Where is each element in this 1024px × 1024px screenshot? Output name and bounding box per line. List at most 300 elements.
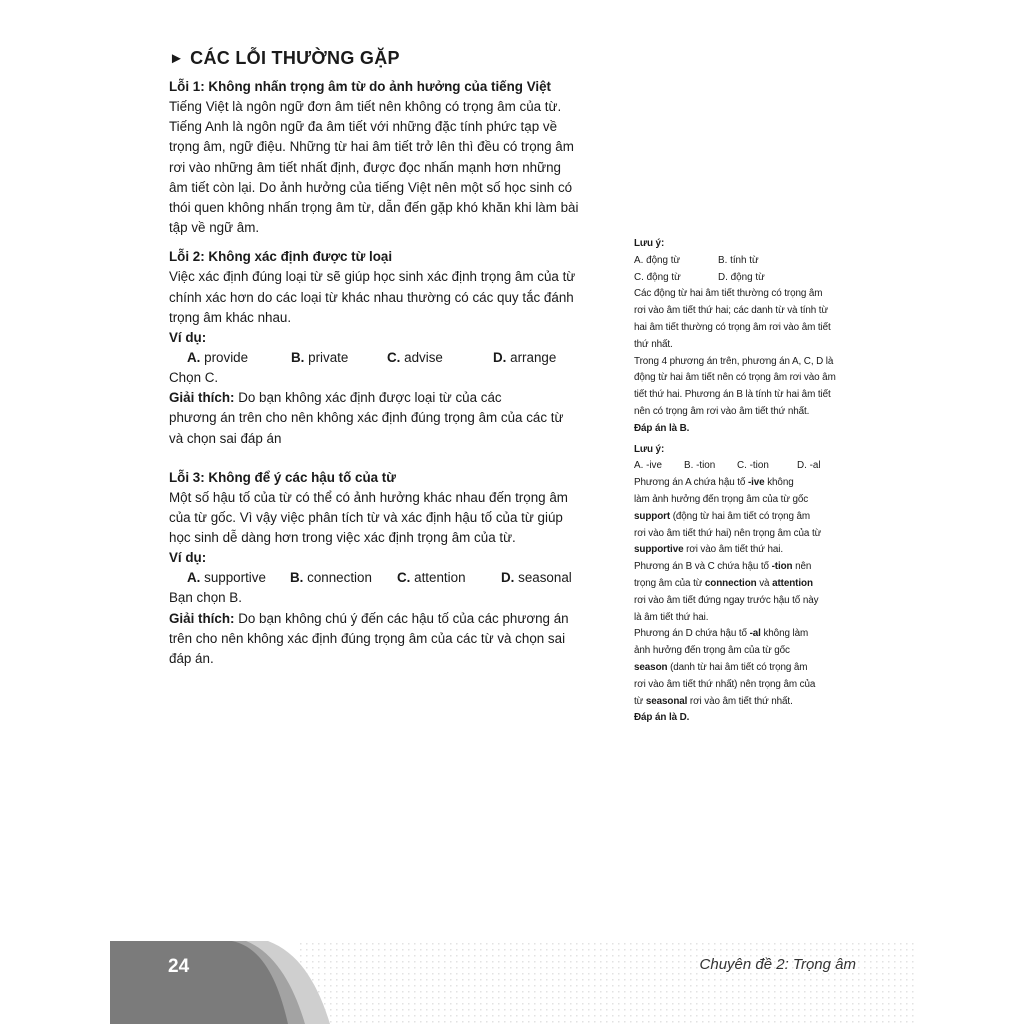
footer-dot: [816, 1009, 818, 1011]
footer-dot: [402, 979, 404, 981]
footer-dot: [708, 985, 710, 987]
footer-dot: [744, 985, 746, 987]
footer-dot: [846, 1003, 848, 1005]
footer-dot: [366, 1021, 368, 1023]
footer-dot: [648, 955, 650, 957]
footer-dot: [762, 979, 764, 981]
footer-dot: [678, 991, 680, 993]
footer-dot: [732, 943, 734, 945]
footer-dot: [882, 1009, 884, 1011]
choice-text: Bạn chọn B.: [169, 590, 242, 606]
footer-dot: [750, 973, 752, 975]
footer-dot: [576, 1003, 578, 1005]
footer-dot: [588, 973, 590, 975]
footer-dot: [438, 1009, 440, 1011]
footer-dot: [468, 1003, 470, 1005]
footer-dot: [666, 955, 668, 957]
option-c: C. attention: [397, 570, 466, 586]
footer-dot: [642, 991, 644, 993]
footer-dot: [444, 1015, 446, 1017]
example-options: [169, 568, 601, 588]
footer-dot: [630, 979, 632, 981]
footer-dot: [738, 943, 740, 945]
footer-dot: [384, 961, 386, 963]
footer-dot: [642, 985, 644, 987]
footer-dot: [888, 973, 890, 975]
footer-dot: [504, 967, 506, 969]
footer-dot: [876, 973, 878, 975]
footer-dot: [318, 943, 320, 945]
footer-dot: [864, 961, 866, 963]
footer-dot: [654, 973, 656, 975]
footer-dot: [366, 949, 368, 951]
footer-dot: [348, 991, 350, 993]
footer-dot: [390, 997, 392, 999]
footer-dot: [702, 943, 704, 945]
footer-dot: [552, 943, 554, 945]
footer-dot: [360, 961, 362, 963]
footer-dot: [804, 1021, 806, 1023]
footer-dot: [648, 979, 650, 981]
footer-dot: [486, 949, 488, 951]
footer-dot: [450, 973, 452, 975]
footer-dot: [732, 949, 734, 951]
footer-dot: [348, 955, 350, 957]
footer-dot: [774, 1021, 776, 1023]
footer-dot: [306, 961, 308, 963]
footer-dot: [450, 1009, 452, 1011]
footer-dot: [660, 961, 662, 963]
footer-dot: [498, 1003, 500, 1005]
footer-dot: [792, 1009, 794, 1011]
footer-dot: [894, 1021, 896, 1023]
footer-dot: [348, 967, 350, 969]
footer-dot: [780, 943, 782, 945]
footer-dot: [498, 997, 500, 999]
footer-dot: [594, 997, 596, 999]
footer-dot: [840, 1009, 842, 1011]
footer-dot: [534, 943, 536, 945]
footer-dot: [630, 997, 632, 999]
footer-dot: [522, 943, 524, 945]
footer-dot: [690, 961, 692, 963]
footer-dot: [324, 985, 326, 987]
footer-dot: [708, 949, 710, 951]
footer-dot: [534, 1015, 536, 1017]
footer-dot: [438, 985, 440, 987]
footer-dot: [396, 1021, 398, 1023]
footer-dot: [846, 1009, 848, 1011]
footer-dot: [726, 1009, 728, 1011]
footer-dot: [738, 1003, 740, 1005]
footer-dot: [720, 1021, 722, 1023]
footer-dot: [702, 985, 704, 987]
footer-dot: [672, 1021, 674, 1023]
footer-dot: [546, 997, 548, 999]
footer-dot: [708, 1009, 710, 1011]
footer-dot: [510, 1009, 512, 1011]
footer-dot: [792, 1003, 794, 1005]
footer-dot: [834, 1015, 836, 1017]
footer-dot: [522, 973, 524, 975]
footer-dot: [666, 1003, 668, 1005]
footer-dot: [636, 1015, 638, 1017]
chapter-title: Chuyên đề 2: Trọng âm: [699, 956, 856, 973]
footer-dot: [624, 997, 626, 999]
footer-dot: [354, 973, 356, 975]
footer-dot: [864, 985, 866, 987]
footer-dot: [546, 943, 548, 945]
footer-dot: [798, 991, 800, 993]
footer-dot: [816, 979, 818, 981]
footer-dot: [366, 1003, 368, 1005]
footer-dot: [828, 1009, 830, 1011]
footer-dot: [888, 985, 890, 987]
footer-dot: [408, 979, 410, 981]
main-column: [169, 48, 601, 678]
footer-dot: [330, 1009, 332, 1011]
footer-dot: [528, 949, 530, 951]
footer-dot: [834, 1009, 836, 1011]
footer-dot: [564, 1021, 566, 1023]
footer-dot: [726, 1003, 728, 1005]
footer-dot: [828, 979, 830, 981]
footer-dot: [768, 1003, 770, 1005]
footer-dot: [828, 1003, 830, 1005]
footer-dot: [348, 1003, 350, 1005]
footer-dot: [486, 1015, 488, 1017]
footer-dot: [360, 1009, 362, 1011]
footer-dot: [756, 985, 758, 987]
note-line: nên có trọng âm rơi vào âm tiết thứ nhất.: [634, 405, 810, 417]
footer-dot: [660, 991, 662, 993]
footer-dot: [678, 1003, 680, 1005]
footer-dot: [606, 949, 608, 951]
footer-dot: [708, 997, 710, 999]
footer-dot: [540, 979, 542, 981]
footer-dot: [396, 979, 398, 981]
footer-dot: [636, 943, 638, 945]
footer-dot: [534, 997, 536, 999]
footer-dot: [480, 955, 482, 957]
footer-dot: [426, 1015, 428, 1017]
footer-dot: [558, 991, 560, 993]
footer-dot: [480, 1015, 482, 1017]
footer-dot: [618, 1009, 620, 1011]
footer-dot: [726, 991, 728, 993]
footer-dot: [648, 1021, 650, 1023]
footer-dot: [840, 973, 842, 975]
footer-dot: [372, 967, 374, 969]
error-3-line: của từ gốc. Vì vậy việc phân tích từ và xác định hậu tố của từ giúp: [169, 510, 563, 526]
note-grid-row: A. động từ B. tính từ: [634, 254, 759, 266]
footer-dot: [576, 997, 578, 999]
error-1-line: trọng âm, ngữ điệu. Những từ hai âm tiết trở lên thì đều có trọng âm: [169, 139, 574, 155]
footer-dot: [726, 949, 728, 951]
footer-dot: [528, 1021, 530, 1023]
footer-dot: [318, 991, 320, 993]
footer-dot: [462, 967, 464, 969]
footer-dot: [888, 949, 890, 951]
footer-dot: [450, 1003, 452, 1005]
footer-dot: [564, 955, 566, 957]
footer-dot: [792, 1015, 794, 1017]
footer-dot: [810, 1015, 812, 1017]
footer-dot: [912, 1003, 914, 1005]
footer-dot: [876, 1021, 878, 1023]
footer-dot: [858, 985, 860, 987]
footer-dot: [822, 949, 824, 951]
footer-dot: [912, 1009, 914, 1011]
footer-dot: [480, 949, 482, 951]
footer-dot: [558, 997, 560, 999]
footer-dot: [720, 1003, 722, 1005]
footer-dot: [558, 961, 560, 963]
footer-dot: [420, 1021, 422, 1023]
footer-dot: [858, 991, 860, 993]
footer-dot: [582, 997, 584, 999]
footer-dot: [504, 1021, 506, 1023]
footer-dot: [450, 943, 452, 945]
footer-dot: [492, 1009, 494, 1011]
footer-dot: [366, 1009, 368, 1011]
footer-dot: [864, 1003, 866, 1005]
footer-dot: [618, 1003, 620, 1005]
footer-dot: [642, 943, 644, 945]
footer-dot: [342, 967, 344, 969]
footer-dot: [660, 997, 662, 999]
footer-dot: [708, 979, 710, 981]
footer-dot: [756, 979, 758, 981]
footer-dot: [564, 1009, 566, 1011]
footer-dot: [600, 997, 602, 999]
footer-dot: [348, 943, 350, 945]
footer-dot: [768, 1021, 770, 1023]
footer-dot: [858, 967, 860, 969]
footer-dot: [564, 991, 566, 993]
footer-dot: [810, 991, 812, 993]
footer-dot: [810, 943, 812, 945]
footer-dot: [588, 967, 590, 969]
footer-dot: [456, 985, 458, 987]
footer-dot: [522, 1015, 524, 1017]
footer-dot: [708, 1021, 710, 1023]
footer-dot: [870, 1015, 872, 1017]
footer-dot: [468, 943, 470, 945]
footer-dot: [366, 943, 368, 945]
footer-dot: [474, 949, 476, 951]
footer-dot: [330, 997, 332, 999]
footer-dot: [426, 1009, 428, 1011]
footer-dot: [642, 1009, 644, 1011]
footer-dot: [810, 1003, 812, 1005]
footer-dot: [522, 985, 524, 987]
footer-dot: [612, 991, 614, 993]
footer-dot: [366, 991, 368, 993]
footer-dot: [762, 973, 764, 975]
footer-dot: [570, 949, 572, 951]
footer-dot: [426, 943, 428, 945]
footer-dot: [768, 973, 770, 975]
footer-dot: [822, 979, 824, 981]
footer-dot: [420, 961, 422, 963]
footer-dot: [576, 985, 578, 987]
footer-dot: [870, 979, 872, 981]
footer-dot: [810, 1021, 812, 1023]
footer-dot: [882, 1015, 884, 1017]
footer-dot: [618, 1021, 620, 1023]
footer-dot: [702, 979, 704, 981]
footer-dot: [864, 973, 866, 975]
footer-dot: [864, 997, 866, 999]
footer-dot: [594, 991, 596, 993]
footer-dot: [864, 991, 866, 993]
footer-dot: [540, 949, 542, 951]
footer-dot: [504, 943, 506, 945]
footer-dot: [738, 973, 740, 975]
footer-dot: [444, 1003, 446, 1005]
footer-dot: [840, 985, 842, 987]
footer-dot: [498, 949, 500, 951]
footer-dot: [714, 973, 716, 975]
footer-dot: [840, 997, 842, 999]
footer-dot: [696, 955, 698, 957]
footer-dot: [354, 1003, 356, 1005]
footer-dot: [804, 943, 806, 945]
footer-dot: [588, 997, 590, 999]
footer-dot: [654, 949, 656, 951]
footer-dot: [438, 943, 440, 945]
footer-dot: [672, 967, 674, 969]
footer-dot: [834, 949, 836, 951]
footer-dot: [660, 1009, 662, 1011]
footer-dot: [744, 1003, 746, 1005]
footer-dot: [468, 991, 470, 993]
footer-dot: [786, 991, 788, 993]
footer-dot: [666, 967, 668, 969]
footer-dot: [504, 985, 506, 987]
footer-dot: [330, 1003, 332, 1005]
footer-decoration: [0, 935, 1024, 1024]
footer-dot: [852, 997, 854, 999]
footer-dot: [906, 955, 908, 957]
footer-dot: [666, 1015, 668, 1017]
footer-dot: [498, 973, 500, 975]
footer-dot: [456, 979, 458, 981]
footer-dot: [504, 961, 506, 963]
footer-dot: [426, 1003, 428, 1005]
footer-dot: [786, 979, 788, 981]
footer-dot: [876, 985, 878, 987]
footer-dot: [894, 985, 896, 987]
footer-dot: [816, 1003, 818, 1005]
footer-dot: [678, 973, 680, 975]
footer-dot: [522, 1003, 524, 1005]
footer-dot: [696, 1003, 698, 1005]
footer-dot: [336, 1009, 338, 1011]
footer-dot: [852, 1015, 854, 1017]
footer-dot: [546, 961, 548, 963]
footer-dot: [480, 1003, 482, 1005]
footer-dot: [486, 979, 488, 981]
footer-dot: [582, 991, 584, 993]
footer-dot: [354, 991, 356, 993]
example-options: [169, 348, 601, 368]
footer-dot: [432, 961, 434, 963]
option-a: A. provide: [187, 350, 249, 366]
footer-dot: [810, 979, 812, 981]
footer-dot: [846, 1015, 848, 1017]
footer-dot: [666, 961, 668, 963]
footer-dot: [510, 961, 512, 963]
footer-dot: [882, 991, 884, 993]
footer-dot: [678, 1021, 680, 1023]
footer-dot: [732, 973, 734, 975]
footer-dot: [624, 955, 626, 957]
footer-dot: [630, 967, 632, 969]
footer-dot: [570, 973, 572, 975]
footer-dot: [858, 961, 860, 963]
footer-dot: [426, 961, 428, 963]
footer-dot: [588, 949, 590, 951]
footer-dot: [378, 1009, 380, 1011]
footer-dot: [768, 1015, 770, 1017]
footer-dot: [684, 979, 686, 981]
footer-dot: [336, 961, 338, 963]
footer-dot: [594, 955, 596, 957]
footer-dot: [786, 985, 788, 987]
footer-dot: [336, 1015, 338, 1017]
footer-dot: [348, 979, 350, 981]
footer-dot: [354, 997, 356, 999]
footer-dot: [612, 961, 614, 963]
footer-dot: [708, 943, 710, 945]
footer-dot: [678, 979, 680, 981]
footer-dot: [552, 955, 554, 957]
footer-dot: [456, 961, 458, 963]
footer-dot: [582, 1021, 584, 1023]
footer-dot: [726, 997, 728, 999]
footer-dot: [774, 979, 776, 981]
footer-dot: [360, 985, 362, 987]
footer-dot: [414, 955, 416, 957]
footer-dot: [366, 985, 368, 987]
footer-dot: [516, 1015, 518, 1017]
footer-dot: [480, 1021, 482, 1023]
footer-dot: [552, 967, 554, 969]
footer-dot: [870, 961, 872, 963]
footer-dot: [330, 967, 332, 969]
footer-dot: [780, 1021, 782, 1023]
footer-dot: [894, 961, 896, 963]
footer-dot: [594, 979, 596, 981]
footer-dot: [426, 1021, 428, 1023]
footer-dot: [384, 1021, 386, 1023]
footer-dot: [834, 1003, 836, 1005]
footer-dot: [732, 1021, 734, 1023]
footer-dot: [840, 1021, 842, 1023]
footer-dot: [714, 949, 716, 951]
footer-dot: [306, 949, 308, 951]
footer-dot: [816, 943, 818, 945]
footer-dot: [558, 967, 560, 969]
footer-dot: [612, 967, 614, 969]
footer-dot: [690, 949, 692, 951]
footer-dot: [882, 1021, 884, 1023]
footer-dot: [798, 943, 800, 945]
footer-dot: [390, 991, 392, 993]
footer-dot: [912, 973, 914, 975]
